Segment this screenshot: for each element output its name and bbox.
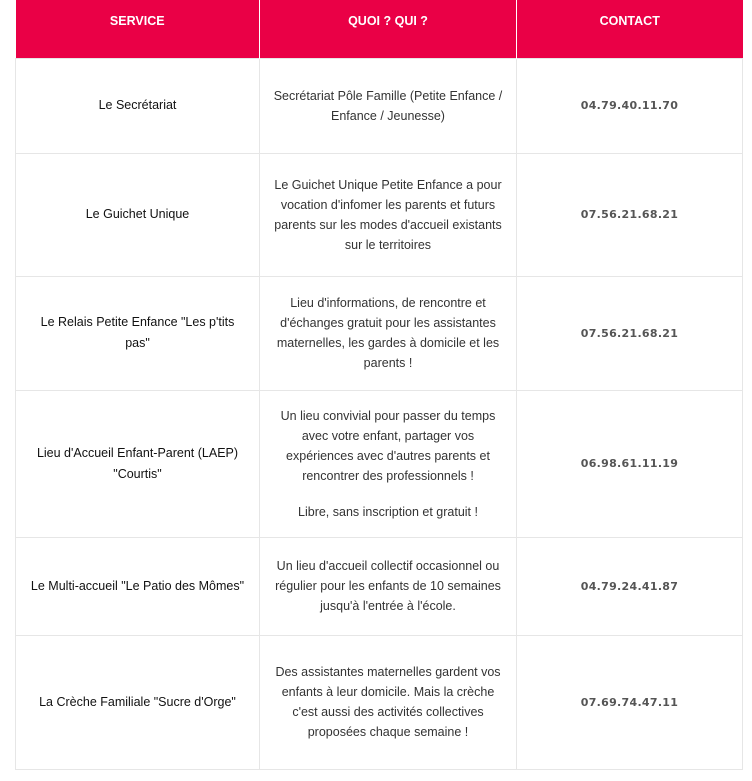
contact-phone[interactable]: 07.56.21.68.21	[517, 276, 743, 390]
description-paragraph: Un lieu convivial pour passer du temps avec votre enfant, partager vos expériences avec d'autres parents et rencontrer des professionnels !	[280, 408, 496, 483]
header-row	[16, 0, 743, 58]
column-header-contact: CONTACT	[517, 0, 743, 58]
service-description	[260, 635, 517, 769]
description-paragraph: Libre, sans inscription et gratuit !	[298, 504, 478, 519]
table-row	[16, 390, 743, 537]
table-header	[16, 0, 743, 58]
contact-phone[interactable]: 04.79.40.11.70	[517, 58, 743, 153]
description-paragraph: Le Guichet Unique Petite Enfance a pour vocation d'infomer les parents et futurs parents sur les modes d'accueil existants sur le territoires	[274, 177, 502, 252]
column-header-service: SERVICE	[16, 0, 260, 58]
service-name: Le Guichet Unique	[16, 153, 260, 276]
table-row	[16, 153, 743, 276]
service-description	[260, 153, 517, 276]
service-name: La Crèche Familiale "Sucre d'Orge"	[16, 635, 260, 769]
table-row	[16, 276, 743, 390]
description-paragraph: Un lieu d'accueil collectif occasionnel ou régulier pour les enfants de 10 semaines jusqu'à l'entrée à l'école.	[275, 559, 501, 613]
description-paragraph: Des assistantes maternelles gardent vos enfants à leur domicile. Mais la crèche c'est aussi des activités collectives proposées chaque semaine !	[275, 665, 501, 739]
column-header-what-who: QUOI ? QUI ?	[260, 0, 517, 58]
service-name: Le Multi-accueil "Le Patio des Mômes"	[16, 537, 260, 635]
table-body	[16, 58, 743, 769]
table-row	[16, 635, 743, 769]
service-description	[260, 390, 517, 537]
service-description	[260, 276, 517, 390]
contact-phone[interactable]: 07.69.74.47.11	[517, 635, 743, 769]
service-description	[260, 58, 517, 153]
services-table	[15, 0, 743, 770]
contact-phone[interactable]: 07.56.21.68.21	[517, 153, 743, 276]
service-name: Lieu d'Accueil Enfant-Parent (LAEP) "Courtis"	[16, 390, 260, 537]
service-description	[260, 537, 517, 635]
contact-phone[interactable]: 04.79.24.41.87	[517, 537, 743, 635]
description-paragraph: Secrétariat Pôle Famille (Petite Enfance / Enfance / Jeunesse)	[273, 88, 503, 123]
table-row	[16, 58, 743, 153]
contact-phone[interactable]: 06.98.61.11.19	[517, 390, 743, 537]
description-paragraph: Lieu d'informations, de rencontre et d'échanges gratuit pour les assistantes maternelles, les gardes à domicile et les parents !	[276, 296, 500, 370]
table-row	[16, 537, 743, 635]
service-name: Le Relais Petite Enfance "Les p'tits pas"	[16, 276, 260, 390]
service-name: Le Secrétariat	[16, 58, 260, 153]
